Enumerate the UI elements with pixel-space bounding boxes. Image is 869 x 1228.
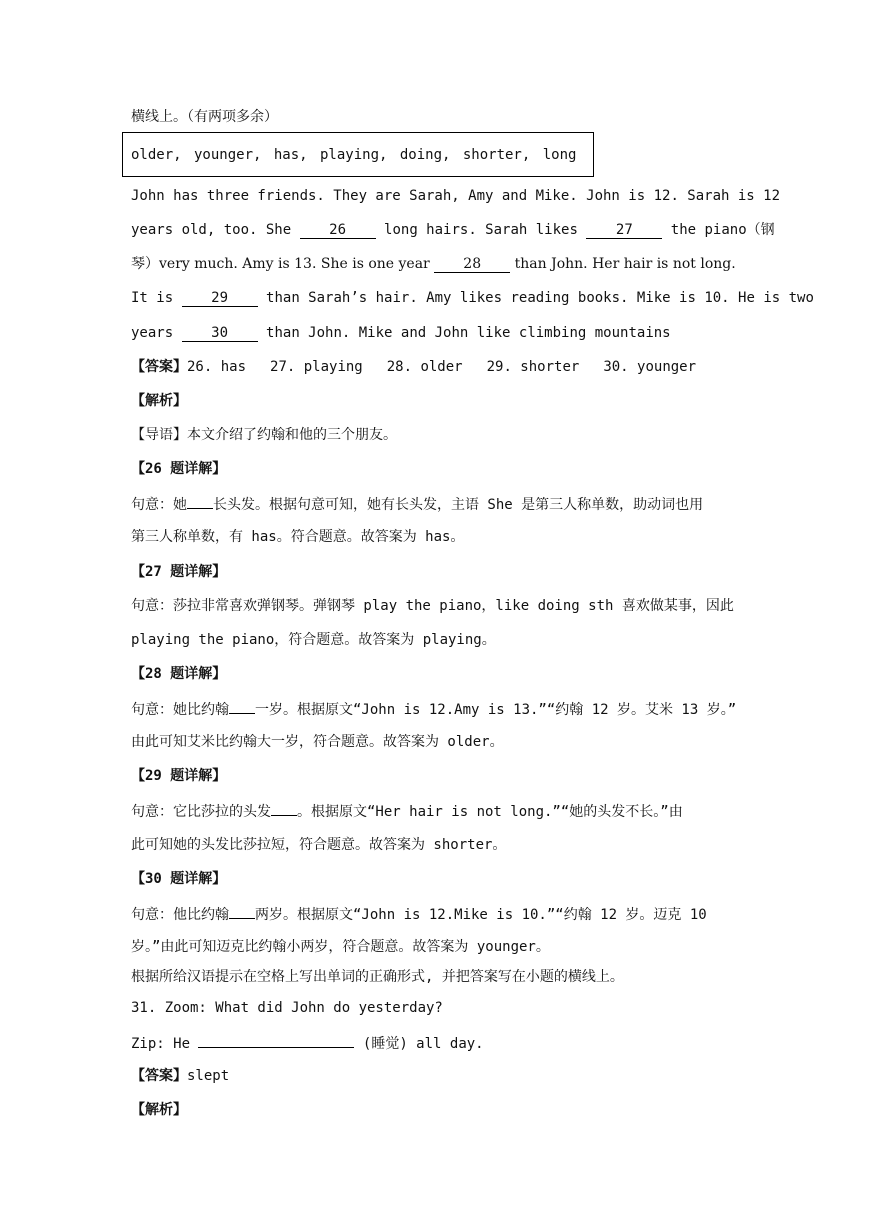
blank-28: 28 — [434, 257, 510, 273]
passage-line-2 — [131, 221, 775, 239]
blank-underline — [187, 494, 213, 509]
blank-underline — [229, 904, 255, 919]
q27-line-2: playing the piano，符合题意。故答案为 playing。 — [131, 632, 496, 648]
answer-value: slept — [187, 1068, 230, 1084]
explain-text: 两岁。根据原文“John is 12.Mike is 10.”“约翰 12 岁。迈克 10 — [255, 907, 707, 923]
q29-title: 【29 题详解】 — [131, 768, 227, 784]
guide-text: 【导语】本文介绍了约翰和他的三个朋友。 — [131, 427, 397, 443]
q27-title: 【27 题详解】 — [131, 564, 227, 580]
q30-title: 【30 题详解】 — [131, 871, 227, 887]
explain-text: 。根据原文“Her hair is not long.”“她的头发不长。”由 — [297, 804, 683, 820]
explain-text: 句意：她比约翰 — [131, 702, 229, 718]
passage-text: than Sarah’s hair. Amy likes reading books. Mike is 10. He is two — [266, 290, 814, 306]
passage-text: than John. Mike and John like climbing mountains — [266, 325, 671, 341]
passage-line-4 — [131, 289, 814, 307]
passage-text: 琴）very much. Amy is 13. She is one year — [131, 256, 430, 272]
blank-27: 27 — [586, 223, 662, 239]
blank-underline — [271, 801, 297, 816]
answer-label: 【答案】 — [131, 1068, 187, 1084]
q29-line-2: 此可知她的头发比莎拉短，符合题意。故答案为 shorter。 — [131, 837, 507, 853]
answer-blank — [198, 1033, 354, 1048]
passage-text: years old, too. She — [131, 222, 292, 238]
blank-26: 26 — [300, 223, 376, 239]
q31-question: 31. Zoom: What did John do yesterday? — [131, 1000, 443, 1016]
q30-line-2: 岁。”由此可知迈克比约翰小两岁，符合题意。故答案为 younger。 — [131, 939, 550, 955]
q26-line-1 — [131, 494, 703, 514]
explain-text: 一岁。根据原文“John is 12.Amy is 13.”“约翰 12 岁。艾米 13 岁。” — [255, 702, 737, 718]
analysis-label: 【解析】 — [131, 393, 187, 409]
passage-text: than John. Her hair is not long. — [514, 256, 736, 272]
blank-underline — [229, 699, 255, 714]
q28-line-2: 由此可知艾米比约翰大一岁，符合题意。故答案为 older。 — [131, 734, 504, 750]
q30-line-1 — [131, 904, 707, 924]
q31-zip-line — [131, 1033, 484, 1053]
q31-analysis-label: 【解析】 — [131, 1102, 187, 1118]
explain-text: 句意：她 — [131, 497, 187, 513]
q26-line-2: 第三人称单数，有 has。符合题意。故答案为 has。 — [131, 529, 465, 545]
answer-label: 【答案】 — [131, 359, 187, 375]
intro-line: 横线上。（有两项多余） — [131, 109, 278, 125]
q28-title: 【28 题详解】 — [131, 666, 227, 682]
blank-30: 30 — [182, 326, 258, 342]
passage-text: the piano（钢 — [670, 222, 775, 238]
passage-line-5 — [131, 324, 671, 342]
answer-30: 30. younger — [603, 359, 697, 375]
explain-text: 句意：他比约翰 — [131, 907, 229, 923]
passage-line-1: John has three friends. They are Sarah, Amy and Mike. John is 12. Sarah is 12 — [131, 188, 781, 204]
answer-line — [131, 358, 720, 376]
word-bank-list: older, younger, has, playing, doing, shorter, long — [131, 147, 577, 163]
answer-29: 29. shorter — [486, 359, 580, 375]
q26-title: 【26 题详解】 — [131, 461, 227, 477]
explain-text: 长头发。根据句意可知，她有长头发，主语 She 是第三人称单数，助动词也用 — [213, 497, 704, 513]
zip-text: (睡觉) all day. — [362, 1036, 484, 1052]
passage-line-3 — [131, 255, 736, 273]
answer-28: 28. older — [386, 359, 463, 375]
word-bank-box — [122, 132, 594, 177]
q27-line-1: 句意：莎拉非常喜欢弹钢琴。弹钢琴 play the piano，like doing sth 喜欢做某事，因此 — [131, 598, 734, 614]
answer-26: 26. has — [187, 359, 247, 375]
answer-27: 27. playing — [270, 359, 363, 375]
zip-text: Zip: He — [131, 1036, 191, 1052]
q28-line-1 — [131, 699, 736, 719]
explain-text: 句意：它比莎拉的头发 — [131, 804, 271, 820]
passage-text: long hairs. Sarah likes — [384, 222, 578, 238]
q31-answer — [131, 1067, 229, 1085]
passage-text: years — [131, 325, 174, 341]
blank-29: 29 — [182, 291, 258, 307]
passage-text: It is — [131, 290, 174, 306]
q29-line-1 — [131, 801, 683, 821]
section-2-intro: 根据所给汉语提示在空格上写出单词的正确形式, 并把答案写在小题的横线上。 — [131, 969, 624, 985]
